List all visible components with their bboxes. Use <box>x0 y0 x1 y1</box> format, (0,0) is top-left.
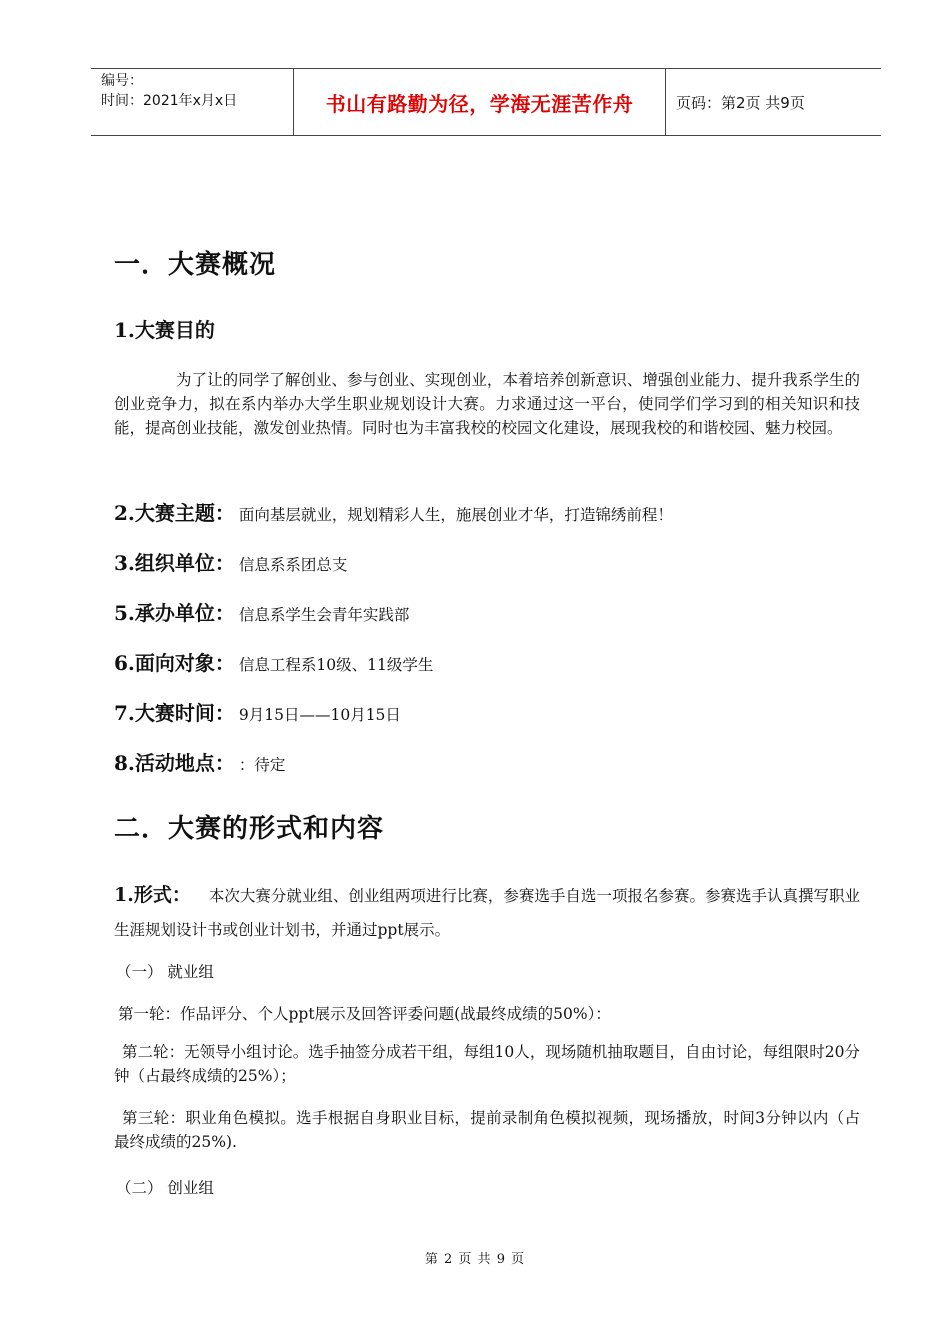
format-text: 本次大赛分就业组、创业组两项进行比赛，参赛选手自选一项报名参赛。参赛选手认真撰写职业生涯规划设计书或创业计划书，并通过ppt展示。 <box>114 887 860 939</box>
audience-label: 6.面向对象： <box>114 651 235 675</box>
round-one-text: 第一轮：作品评分、个人ppt展示及回答评委问题(战最终成绩的50%）： <box>118 1005 611 1023</box>
venue-label: 8.活动地点： <box>114 751 235 775</box>
document-time-label: 时间：2021年x月x日 <box>101 93 238 109</box>
round-three-text: 第三轮：职业角色模拟。选手根据自身职业目标，提前录制角色模拟视频，现场播放，时间3分钟以内（占最终成绩的25%). <box>114 1109 860 1151</box>
organizer-value: 信息系系团总支 <box>238 556 348 574</box>
venue-value: ：待定 <box>238 756 286 774</box>
audience-value: 信息工程系10级、11级学生 <box>238 656 434 674</box>
format-paragraph <box>114 878 860 947</box>
header-motto: 书山有路勤为径，学海无涯苦作舟 <box>293 69 666 135</box>
theme-item <box>114 497 673 526</box>
theme-label: 2.大赛主题： <box>114 501 235 525</box>
header-meta <box>91 69 293 135</box>
header-page-number: 页码：第2页 共9页 <box>676 93 805 112</box>
organizer-item <box>114 547 347 576</box>
page-header <box>91 68 881 136</box>
theme-value: 面向基层就业，规划精彩人生，施展创业才华，打造锦绣前程！ <box>238 506 673 524</box>
host-label: 5.承办单位： <box>114 601 235 625</box>
section-heading-format: 二．大赛的形式和内容 <box>114 814 385 844</box>
venue-item <box>114 747 285 776</box>
section-heading-overview: 一．大赛概况 <box>114 250 277 280</box>
audience-item <box>114 647 433 676</box>
page-footer: 第 2 页 共 9 页 <box>424 1252 526 1267</box>
purpose-paragraph: 为了让的同学了解创业、参与创业、实现创业，本着培养创新意识、增强创业能力、提升我系学生的创业竞争力，拟在系内举办大学生职业规划设计大赛。力求通过这一平台，使同学们学习到的相关知识和技能，提高创业技能，激发创业热情。同时也为丰富我校的校园文化建设，展现我校的和谐校园、魅力校园。 <box>114 371 860 437</box>
schedule-item <box>114 697 401 726</box>
format-label: 1.形式： <box>114 884 191 906</box>
host-value: 信息系学生会青年实践部 <box>238 606 410 624</box>
round-two-text: 第二轮：无领导小组讨论。选手抽签分成若干组，每组10人，现场随机抽取题目，自由讨论，每组限时20分钟（占最终成绩的25%）； <box>114 1043 860 1085</box>
schedule-label: 7.大赛时间： <box>114 701 235 725</box>
schedule-value: 9月15日——10月15日 <box>238 706 401 724</box>
startup-group-heading: （二） 创业组 <box>116 1179 214 1197</box>
document-number-label: 编号： <box>101 73 143 89</box>
host-item <box>114 597 409 626</box>
purpose-heading: 1.大赛目的 <box>114 318 215 342</box>
organizer-label: 3.组织单位： <box>114 551 235 575</box>
employment-group-heading: （一） 就业组 <box>116 963 214 981</box>
